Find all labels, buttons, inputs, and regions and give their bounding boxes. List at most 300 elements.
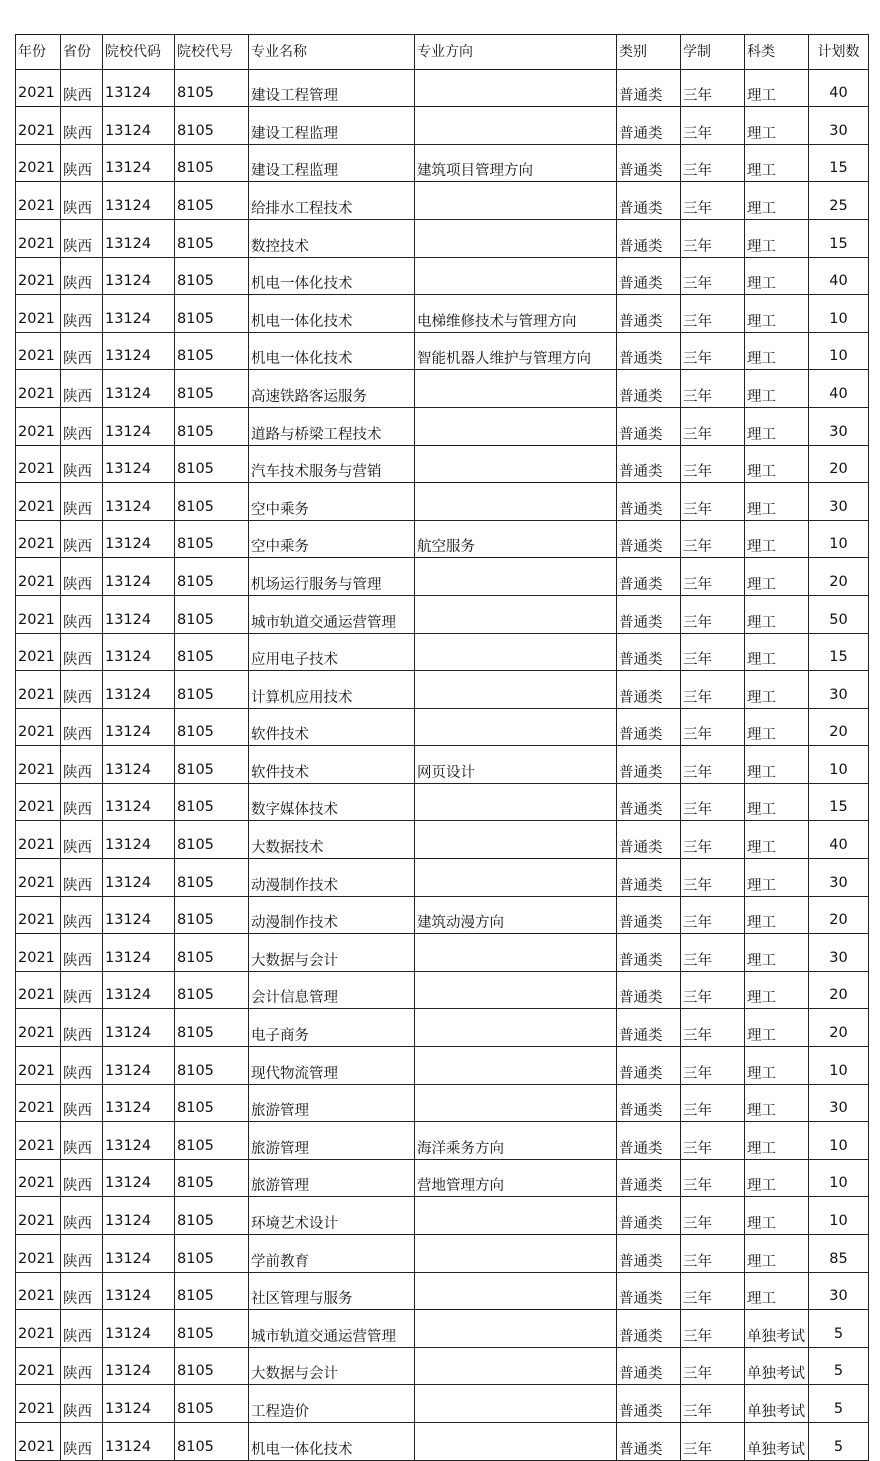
cell-category: 普通类 bbox=[617, 1347, 681, 1385]
cell-subject: 理工 bbox=[745, 1235, 809, 1273]
cell-year: 2021 bbox=[16, 708, 61, 746]
cell-province: 陕西 bbox=[61, 1235, 103, 1273]
cell-major-name: 给排水工程技术 bbox=[249, 182, 415, 220]
cell-year: 2021 bbox=[16, 1385, 61, 1423]
cell-major-direction: 建筑项目管理方向 bbox=[415, 144, 617, 182]
cell-major-name: 大数据与会计 bbox=[249, 934, 415, 972]
cell-major-name: 道路与桥梁工程技术 bbox=[249, 407, 415, 445]
cell-plan-count: 25 bbox=[809, 182, 869, 220]
cell-major-direction bbox=[415, 1047, 617, 1085]
cell-duration: 三年 bbox=[681, 370, 745, 408]
table-row bbox=[16, 633, 869, 671]
cell-year: 2021 bbox=[16, 1272, 61, 1310]
cell-category: 普通类 bbox=[617, 407, 681, 445]
cell-major-direction bbox=[415, 219, 617, 257]
cell-school-number: 8105 bbox=[175, 1047, 249, 1085]
cell-subject: 理工 bbox=[745, 219, 809, 257]
cell-major-direction: 航空服务 bbox=[415, 520, 617, 558]
cell-subject: 理工 bbox=[745, 971, 809, 1009]
cell-category: 普通类 bbox=[617, 1047, 681, 1085]
cell-subject: 理工 bbox=[745, 144, 809, 182]
cell-school-number: 8105 bbox=[175, 1385, 249, 1423]
cell-duration: 三年 bbox=[681, 520, 745, 558]
cell-school-number: 8105 bbox=[175, 1197, 249, 1235]
cell-major-name: 软件技术 bbox=[249, 708, 415, 746]
cell-year: 2021 bbox=[16, 445, 61, 483]
cell-year: 2021 bbox=[16, 483, 61, 521]
cell-major-name: 应用电子技术 bbox=[249, 633, 415, 671]
cell-plan-count: 15 bbox=[809, 783, 869, 821]
cell-province: 陕西 bbox=[61, 107, 103, 145]
cell-plan-count: 20 bbox=[809, 708, 869, 746]
cell-major-direction bbox=[415, 1235, 617, 1273]
cell-major-name: 动漫制作技术 bbox=[249, 859, 415, 897]
cell-school-code: 13124 bbox=[103, 1272, 175, 1310]
cell-plan-count: 5 bbox=[809, 1422, 869, 1460]
cell-year: 2021 bbox=[16, 182, 61, 220]
cell-plan-count: 10 bbox=[809, 1197, 869, 1235]
cell-category: 普通类 bbox=[617, 370, 681, 408]
cell-subject: 理工 bbox=[745, 708, 809, 746]
cell-subject: 理工 bbox=[745, 1159, 809, 1197]
cell-category: 普通类 bbox=[617, 746, 681, 784]
cell-plan-count: 40 bbox=[809, 370, 869, 408]
cell-year: 2021 bbox=[16, 1310, 61, 1348]
table-row bbox=[16, 595, 869, 633]
cell-major-name: 大数据技术 bbox=[249, 821, 415, 859]
cell-major-name: 现代物流管理 bbox=[249, 1047, 415, 1085]
cell-duration: 三年 bbox=[681, 671, 745, 709]
cell-subject: 理工 bbox=[745, 407, 809, 445]
cell-major-direction bbox=[415, 1272, 617, 1310]
cell-year: 2021 bbox=[16, 558, 61, 596]
cell-province: 陕西 bbox=[61, 821, 103, 859]
header-major-direction: 专业方向 bbox=[415, 35, 617, 70]
cell-province: 陕西 bbox=[61, 633, 103, 671]
header-plan-count: 计划数 bbox=[809, 35, 869, 70]
cell-category: 普通类 bbox=[617, 1310, 681, 1348]
cell-major-name: 大数据与会计 bbox=[249, 1347, 415, 1385]
cell-school-code: 13124 bbox=[103, 708, 175, 746]
cell-duration: 三年 bbox=[681, 445, 745, 483]
cell-subject: 理工 bbox=[745, 1197, 809, 1235]
cell-plan-count: 30 bbox=[809, 1084, 869, 1122]
cell-province: 陕西 bbox=[61, 1385, 103, 1423]
cell-province: 陕西 bbox=[61, 69, 103, 107]
cell-category: 普通类 bbox=[617, 144, 681, 182]
cell-province: 陕西 bbox=[61, 332, 103, 370]
cell-plan-count: 30 bbox=[809, 1272, 869, 1310]
cell-plan-count: 30 bbox=[809, 934, 869, 972]
cell-province: 陕西 bbox=[61, 1122, 103, 1160]
cell-duration: 三年 bbox=[681, 1159, 745, 1197]
table-row bbox=[16, 971, 869, 1009]
cell-category: 普通类 bbox=[617, 69, 681, 107]
cell-year: 2021 bbox=[16, 1084, 61, 1122]
cell-duration: 三年 bbox=[681, 295, 745, 333]
cell-duration: 三年 bbox=[681, 1047, 745, 1085]
cell-subject: 理工 bbox=[745, 558, 809, 596]
cell-province: 陕西 bbox=[61, 1197, 103, 1235]
cell-major-name: 旅游管理 bbox=[249, 1159, 415, 1197]
cell-province: 陕西 bbox=[61, 558, 103, 596]
cell-year: 2021 bbox=[16, 520, 61, 558]
cell-subject: 理工 bbox=[745, 107, 809, 145]
cell-major-direction bbox=[415, 633, 617, 671]
cell-plan-count: 30 bbox=[809, 407, 869, 445]
cell-duration: 三年 bbox=[681, 1385, 745, 1423]
cell-province: 陕西 bbox=[61, 934, 103, 972]
cell-school-code: 13124 bbox=[103, 107, 175, 145]
cell-major-name: 建设工程监理 bbox=[249, 107, 415, 145]
cell-year: 2021 bbox=[16, 859, 61, 897]
cell-school-number: 8105 bbox=[175, 370, 249, 408]
cell-major-direction: 营地管理方向 bbox=[415, 1159, 617, 1197]
cell-province: 陕西 bbox=[61, 1310, 103, 1348]
header-year: 年份 bbox=[16, 35, 61, 70]
table-row bbox=[16, 107, 869, 145]
cell-plan-count: 15 bbox=[809, 144, 869, 182]
cell-major-name: 空中乘务 bbox=[249, 520, 415, 558]
cell-plan-count: 10 bbox=[809, 1047, 869, 1085]
cell-duration: 三年 bbox=[681, 219, 745, 257]
cell-plan-count: 85 bbox=[809, 1235, 869, 1273]
cell-subject: 理工 bbox=[745, 182, 809, 220]
cell-subject: 单独考试 bbox=[745, 1422, 809, 1460]
cell-major-name: 建设工程监理 bbox=[249, 144, 415, 182]
cell-category: 普通类 bbox=[617, 1235, 681, 1273]
cell-major-name: 学前教育 bbox=[249, 1235, 415, 1273]
table-row bbox=[16, 934, 869, 972]
cell-plan-count: 50 bbox=[809, 595, 869, 633]
cell-province: 陕西 bbox=[61, 370, 103, 408]
cell-province: 陕西 bbox=[61, 295, 103, 333]
cell-year: 2021 bbox=[16, 746, 61, 784]
table-row bbox=[16, 1122, 869, 1160]
cell-category: 普通类 bbox=[617, 445, 681, 483]
cell-school-code: 13124 bbox=[103, 520, 175, 558]
cell-plan-count: 10 bbox=[809, 746, 869, 784]
cell-school-code: 13124 bbox=[103, 1084, 175, 1122]
cell-year: 2021 bbox=[16, 257, 61, 295]
cell-province: 陕西 bbox=[61, 1422, 103, 1460]
cell-year: 2021 bbox=[16, 1197, 61, 1235]
cell-school-number: 8105 bbox=[175, 219, 249, 257]
cell-school-number: 8105 bbox=[175, 1235, 249, 1273]
cell-category: 普通类 bbox=[617, 633, 681, 671]
cell-school-code: 13124 bbox=[103, 483, 175, 521]
cell-duration: 三年 bbox=[681, 1272, 745, 1310]
cell-school-number: 8105 bbox=[175, 633, 249, 671]
cell-school-code: 13124 bbox=[103, 633, 175, 671]
header-category: 类别 bbox=[617, 35, 681, 70]
cell-major-name: 数控技术 bbox=[249, 219, 415, 257]
cell-plan-count: 5 bbox=[809, 1347, 869, 1385]
cell-category: 普通类 bbox=[617, 182, 681, 220]
cell-plan-count: 40 bbox=[809, 69, 869, 107]
cell-duration: 三年 bbox=[681, 1310, 745, 1348]
cell-school-number: 8105 bbox=[175, 1122, 249, 1160]
cell-category: 普通类 bbox=[617, 219, 681, 257]
cell-province: 陕西 bbox=[61, 783, 103, 821]
cell-category: 普通类 bbox=[617, 971, 681, 1009]
cell-duration: 三年 bbox=[681, 182, 745, 220]
cell-major-direction: 建筑动漫方向 bbox=[415, 896, 617, 934]
cell-subject: 理工 bbox=[745, 445, 809, 483]
cell-duration: 三年 bbox=[681, 934, 745, 972]
table-row bbox=[16, 370, 869, 408]
cell-subject: 理工 bbox=[745, 483, 809, 521]
cell-plan-count: 30 bbox=[809, 107, 869, 145]
cell-school-code: 13124 bbox=[103, 595, 175, 633]
cell-category: 普通类 bbox=[617, 859, 681, 897]
cell-category: 普通类 bbox=[617, 295, 681, 333]
cell-subject: 单独考试 bbox=[745, 1385, 809, 1423]
cell-year: 2021 bbox=[16, 370, 61, 408]
cell-major-name: 电子商务 bbox=[249, 1009, 415, 1047]
cell-major-name: 动漫制作技术 bbox=[249, 896, 415, 934]
cell-school-number: 8105 bbox=[175, 859, 249, 897]
cell-major-name: 汽车技术服务与营销 bbox=[249, 445, 415, 483]
cell-year: 2021 bbox=[16, 783, 61, 821]
cell-school-code: 13124 bbox=[103, 896, 175, 934]
cell-subject: 理工 bbox=[745, 332, 809, 370]
table-row bbox=[16, 1347, 869, 1385]
cell-duration: 三年 bbox=[681, 971, 745, 1009]
cell-year: 2021 bbox=[16, 1159, 61, 1197]
cell-major-direction bbox=[415, 971, 617, 1009]
cell-major-direction bbox=[415, 182, 617, 220]
cell-plan-count: 15 bbox=[809, 633, 869, 671]
table-row bbox=[16, 407, 869, 445]
cell-category: 普通类 bbox=[617, 483, 681, 521]
cell-province: 陕西 bbox=[61, 219, 103, 257]
table-row bbox=[16, 1197, 869, 1235]
cell-province: 陕西 bbox=[61, 257, 103, 295]
cell-plan-count: 30 bbox=[809, 671, 869, 709]
cell-category: 普通类 bbox=[617, 520, 681, 558]
cell-major-direction bbox=[415, 595, 617, 633]
cell-school-number: 8105 bbox=[175, 1159, 249, 1197]
cell-category: 普通类 bbox=[617, 107, 681, 145]
cell-school-number: 8105 bbox=[175, 783, 249, 821]
cell-major-direction bbox=[415, 1009, 617, 1047]
cell-school-code: 13124 bbox=[103, 407, 175, 445]
cell-province: 陕西 bbox=[61, 182, 103, 220]
cell-subject: 理工 bbox=[745, 671, 809, 709]
cell-province: 陕西 bbox=[61, 671, 103, 709]
table-row bbox=[16, 671, 869, 709]
cell-school-code: 13124 bbox=[103, 1385, 175, 1423]
cell-category: 普通类 bbox=[617, 332, 681, 370]
table-row bbox=[16, 219, 869, 257]
cell-category: 普通类 bbox=[617, 1272, 681, 1310]
cell-province: 陕西 bbox=[61, 1272, 103, 1310]
cell-school-code: 13124 bbox=[103, 144, 175, 182]
cell-duration: 三年 bbox=[681, 69, 745, 107]
table-row bbox=[16, 182, 869, 220]
cell-category: 普通类 bbox=[617, 671, 681, 709]
cell-major-direction: 网页设计 bbox=[415, 746, 617, 784]
cell-school-number: 8105 bbox=[175, 1272, 249, 1310]
cell-plan-count: 10 bbox=[809, 520, 869, 558]
cell-plan-count: 20 bbox=[809, 1009, 869, 1047]
cell-category: 普通类 bbox=[617, 257, 681, 295]
cell-major-direction: 电梯维修技术与管理方向 bbox=[415, 295, 617, 333]
cell-subject: 理工 bbox=[745, 1122, 809, 1160]
cell-category: 普通类 bbox=[617, 783, 681, 821]
cell-plan-count: 5 bbox=[809, 1310, 869, 1348]
cell-duration: 三年 bbox=[681, 1347, 745, 1385]
cell-province: 陕西 bbox=[61, 1009, 103, 1047]
cell-duration: 三年 bbox=[681, 859, 745, 897]
cell-duration: 三年 bbox=[681, 1235, 745, 1273]
cell-major-direction: 海洋乘务方向 bbox=[415, 1122, 617, 1160]
cell-subject: 单独考试 bbox=[745, 1310, 809, 1348]
cell-province: 陕西 bbox=[61, 971, 103, 1009]
cell-major-direction bbox=[415, 708, 617, 746]
cell-province: 陕西 bbox=[61, 1084, 103, 1122]
table-row bbox=[16, 257, 869, 295]
cell-school-number: 8105 bbox=[175, 934, 249, 972]
cell-school-code: 13124 bbox=[103, 934, 175, 972]
cell-major-name: 旅游管理 bbox=[249, 1122, 415, 1160]
cell-category: 普通类 bbox=[617, 558, 681, 596]
cell-subject: 理工 bbox=[745, 69, 809, 107]
cell-school-code: 13124 bbox=[103, 821, 175, 859]
cell-province: 陕西 bbox=[61, 144, 103, 182]
cell-year: 2021 bbox=[16, 595, 61, 633]
cell-subject: 理工 bbox=[745, 821, 809, 859]
header-school-number: 院校代号 bbox=[175, 35, 249, 70]
cell-category: 普通类 bbox=[617, 821, 681, 859]
cell-duration: 三年 bbox=[681, 1122, 745, 1160]
cell-duration: 三年 bbox=[681, 483, 745, 521]
cell-school-code: 13124 bbox=[103, 1310, 175, 1348]
cell-duration: 三年 bbox=[681, 633, 745, 671]
cell-subject: 理工 bbox=[745, 859, 809, 897]
table-header-row bbox=[16, 35, 869, 70]
cell-school-code: 13124 bbox=[103, 257, 175, 295]
cell-province: 陕西 bbox=[61, 1047, 103, 1085]
cell-school-code: 13124 bbox=[103, 332, 175, 370]
cell-subject: 理工 bbox=[745, 370, 809, 408]
cell-major-name: 软件技术 bbox=[249, 746, 415, 784]
cell-school-code: 13124 bbox=[103, 219, 175, 257]
cell-major-name: 数字媒体技术 bbox=[249, 783, 415, 821]
cell-major-direction bbox=[415, 483, 617, 521]
cell-major-direction bbox=[415, 370, 617, 408]
cell-duration: 三年 bbox=[681, 595, 745, 633]
cell-major-direction bbox=[415, 1310, 617, 1348]
cell-school-number: 8105 bbox=[175, 107, 249, 145]
cell-subject: 理工 bbox=[745, 257, 809, 295]
cell-major-direction bbox=[415, 257, 617, 295]
cell-school-number: 8105 bbox=[175, 1009, 249, 1047]
table-row bbox=[16, 445, 869, 483]
cell-school-number: 8105 bbox=[175, 520, 249, 558]
cell-school-number: 8105 bbox=[175, 1347, 249, 1385]
cell-subject: 单独考试 bbox=[745, 1347, 809, 1385]
cell-major-name: 社区管理与服务 bbox=[249, 1272, 415, 1310]
table-row bbox=[16, 144, 869, 182]
cell-school-code: 13124 bbox=[103, 370, 175, 408]
cell-plan-count: 40 bbox=[809, 257, 869, 295]
cell-plan-count: 10 bbox=[809, 1159, 869, 1197]
cell-year: 2021 bbox=[16, 1047, 61, 1085]
cell-school-number: 8105 bbox=[175, 483, 249, 521]
cell-category: 普通类 bbox=[617, 1422, 681, 1460]
cell-subject: 理工 bbox=[745, 520, 809, 558]
cell-school-code: 13124 bbox=[103, 1422, 175, 1460]
cell-plan-count: 20 bbox=[809, 971, 869, 1009]
cell-year: 2021 bbox=[16, 633, 61, 671]
cell-subject: 理工 bbox=[745, 896, 809, 934]
cell-year: 2021 bbox=[16, 69, 61, 107]
table-row bbox=[16, 1272, 869, 1310]
table-row bbox=[16, 1235, 869, 1273]
cell-school-number: 8105 bbox=[175, 257, 249, 295]
cell-province: 陕西 bbox=[61, 1347, 103, 1385]
cell-year: 2021 bbox=[16, 934, 61, 972]
table-row bbox=[16, 708, 869, 746]
cell-duration: 三年 bbox=[681, 821, 745, 859]
cell-subject: 理工 bbox=[745, 1009, 809, 1047]
cell-school-code: 13124 bbox=[103, 746, 175, 784]
cell-major-direction bbox=[415, 107, 617, 145]
cell-duration: 三年 bbox=[681, 257, 745, 295]
cell-plan-count: 40 bbox=[809, 821, 869, 859]
cell-school-number: 8105 bbox=[175, 821, 249, 859]
cell-subject: 理工 bbox=[745, 633, 809, 671]
cell-duration: 三年 bbox=[681, 896, 745, 934]
cell-school-code: 13124 bbox=[103, 558, 175, 596]
table-row bbox=[16, 1310, 869, 1348]
cell-major-direction bbox=[415, 445, 617, 483]
table-body bbox=[16, 69, 869, 1460]
cell-major-name: 机电一体化技术 bbox=[249, 295, 415, 333]
cell-plan-count: 20 bbox=[809, 445, 869, 483]
cell-subject: 理工 bbox=[745, 1084, 809, 1122]
table-row bbox=[16, 783, 869, 821]
table-row bbox=[16, 859, 869, 897]
cell-province: 陕西 bbox=[61, 407, 103, 445]
header-duration: 学制 bbox=[681, 35, 745, 70]
table-row bbox=[16, 1422, 869, 1460]
cell-major-name: 计算机应用技术 bbox=[249, 671, 415, 709]
cell-duration: 三年 bbox=[681, 332, 745, 370]
cell-year: 2021 bbox=[16, 1422, 61, 1460]
cell-major-direction bbox=[415, 1084, 617, 1122]
table-row bbox=[16, 746, 869, 784]
cell-major-name: 机电一体化技术 bbox=[249, 1422, 415, 1460]
cell-category: 普通类 bbox=[617, 1009, 681, 1047]
cell-school-code: 13124 bbox=[103, 783, 175, 821]
cell-school-number: 8105 bbox=[175, 1422, 249, 1460]
table-row bbox=[16, 821, 869, 859]
cell-year: 2021 bbox=[16, 896, 61, 934]
cell-school-code: 13124 bbox=[103, 1122, 175, 1160]
cell-school-number: 8105 bbox=[175, 445, 249, 483]
cell-year: 2021 bbox=[16, 821, 61, 859]
cell-school-code: 13124 bbox=[103, 1235, 175, 1273]
cell-school-number: 8105 bbox=[175, 971, 249, 1009]
cell-province: 陕西 bbox=[61, 595, 103, 633]
cell-school-code: 13124 bbox=[103, 859, 175, 897]
cell-major-direction: 智能机器人维护与管理方向 bbox=[415, 332, 617, 370]
table-row bbox=[16, 295, 869, 333]
cell-major-direction bbox=[415, 859, 617, 897]
